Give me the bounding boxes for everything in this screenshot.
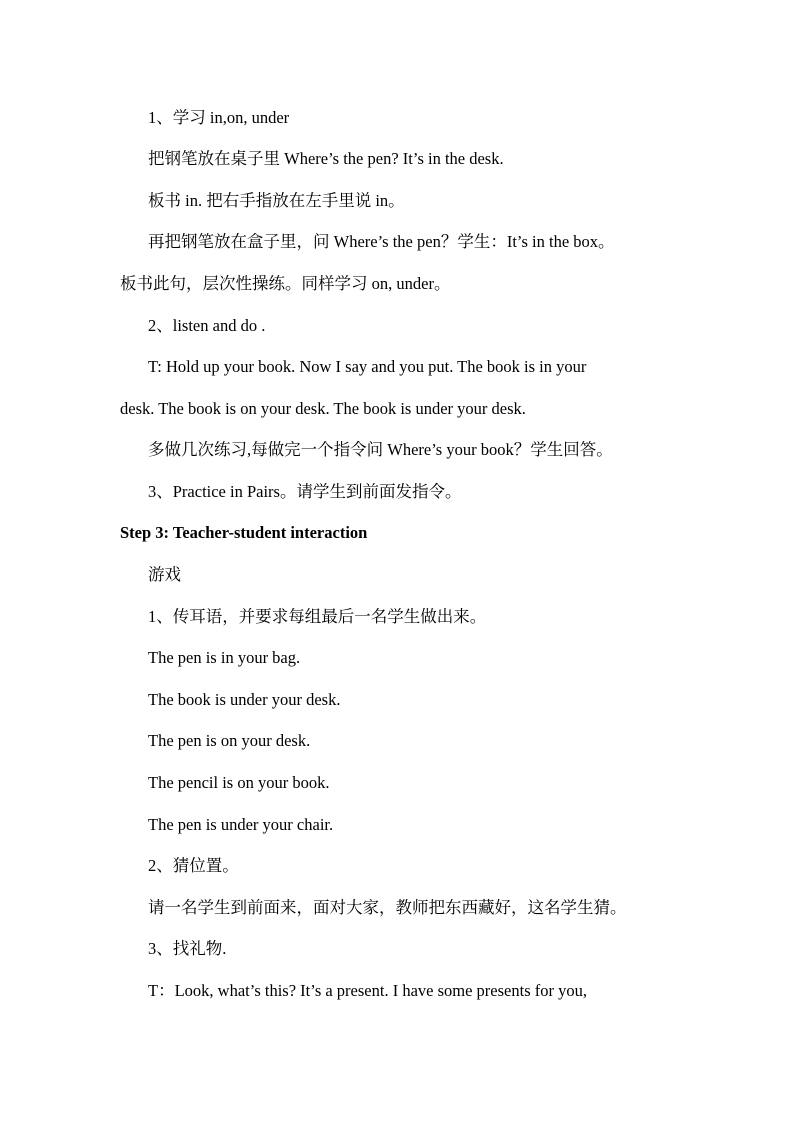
text-line: 把钢笔放在桌子里 Where’s the pen? It’s in the desk.	[148, 149, 504, 168]
text-line: 1、学习 in,on, under	[148, 108, 290, 127]
text-line: The pen is under your chair.	[148, 815, 334, 834]
text-line: 再把钢笔放在盒子里，问 Where’s the pen？学生：It’s in the box。	[148, 232, 615, 251]
text-line: 1、传耳语，并要求每组最后一名学生做出来。	[148, 607, 487, 626]
text-line: 3、Practice in Pairs。请学生到前面发指令。	[148, 482, 462, 501]
text-line: 2、listen and do .	[148, 316, 266, 335]
text-line: T: Hold up your book. Now I say and you put. The book is in your	[148, 357, 587, 376]
text-line: The pencil is on your book.	[148, 773, 330, 792]
text-line: 2、猜位置。	[148, 856, 239, 875]
text-line: The book is under your desk.	[148, 690, 341, 709]
text-line: 板书此句，层次性操练。同样学习 on, under。	[120, 274, 451, 293]
text-line: desk. The book is on your desk. The book is under your desk.	[120, 399, 526, 418]
text-line: 游戏	[148, 565, 181, 584]
text-line: 多做几次练习,每做完一个指令问 Where’s your book？学生回答。	[148, 440, 613, 459]
text-line: The pen is in your bag.	[148, 648, 301, 667]
text-line: 3、找礼物.	[148, 939, 227, 958]
text-line: 板书 in. 把右手指放在左手里说 in。	[148, 191, 405, 210]
text-line: T：Look, what’s this? It’s a present. I have some presents for you,	[148, 981, 587, 1000]
text-line: The pen is on your desk.	[148, 731, 311, 750]
section-heading: Step 3: Teacher-student interaction	[120, 523, 368, 542]
text-line: 请一名学生到前面来，面对大家，教师把东西藏好，这名学生猜。	[148, 898, 627, 917]
